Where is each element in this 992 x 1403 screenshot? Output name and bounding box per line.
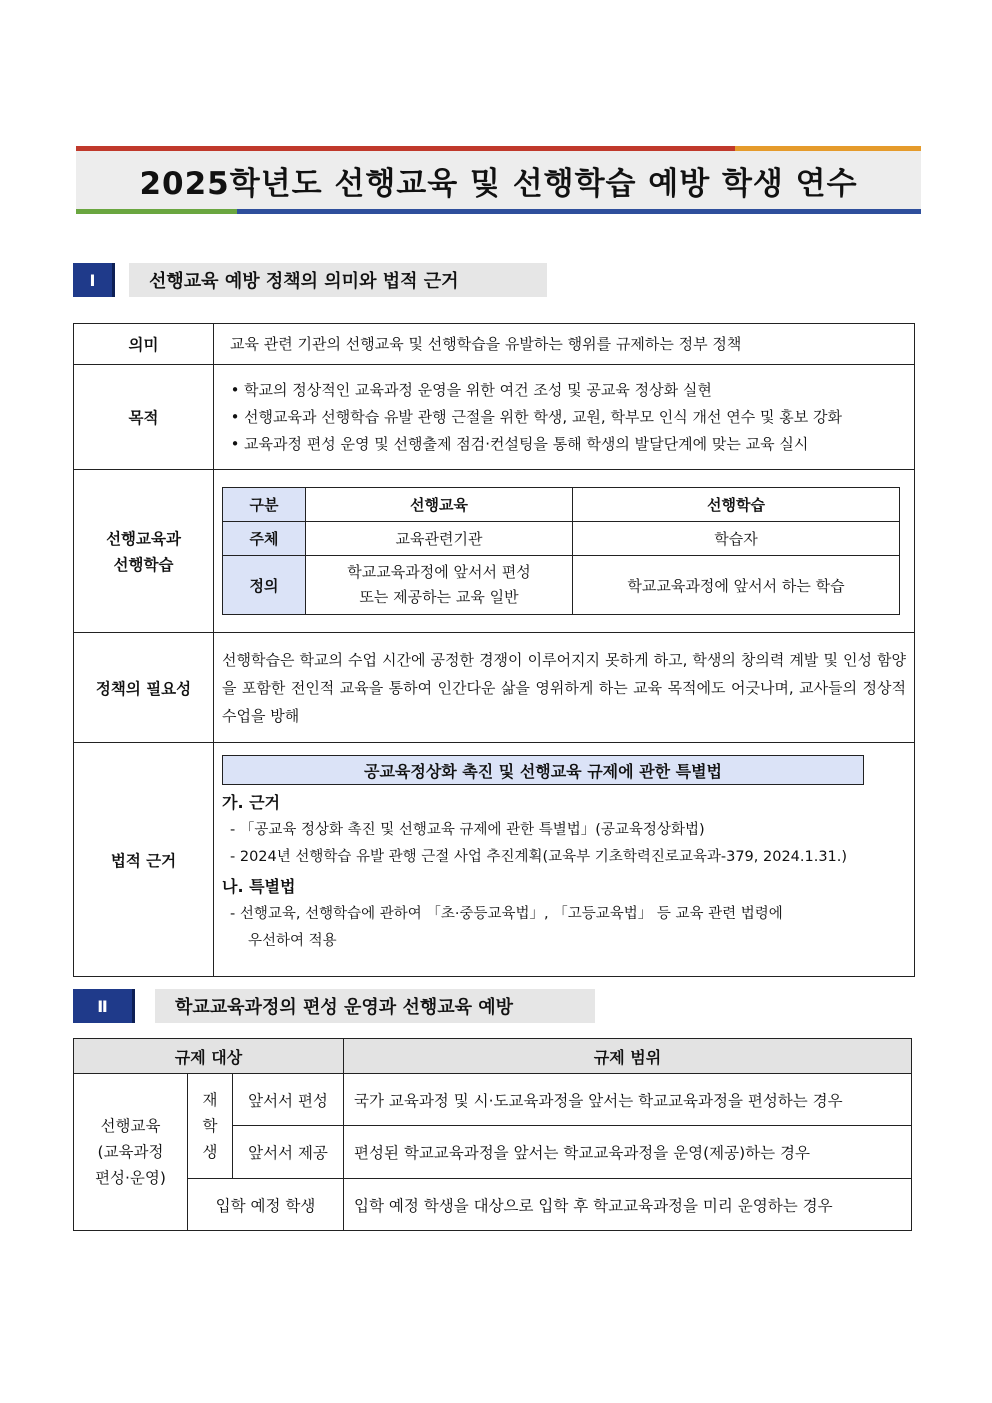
table-row-necessity [74, 633, 915, 743]
policy-table [73, 323, 915, 977]
necessity-text: 선행학습은 학교의 수업 시간에 공정한 경쟁이 이루어지지 못하게 하고, 학생의 창의력 계발 및 인성 함양을 포함한 전인적 교육을 통하여 인간다운 삶을 영위하게 하는 교육 목적에도 어긋나며, 교사들의 정상적 수업을 방해 [214, 633, 915, 743]
special-law-line: - 선행교육, 선행학습에 관하여 「초·중등교육법」, 「고등교육법」 등 교육 관련 법령에 [230, 906, 783, 922]
group-label: 선행교육 (교육과정 편성·운영) [74, 1074, 188, 1231]
special-law-line: 우선하여 적용 [248, 933, 337, 949]
section-2-number: Ⅱ [73, 989, 135, 1023]
special-law-heading: 나. 특별법 [222, 877, 296, 896]
compare-subject-row: 주체 교육관련기관 학습자 [223, 522, 900, 556]
legal-cell [214, 743, 915, 977]
header-scope: 규제 범위 [344, 1039, 912, 1074]
purpose-item: • 학교의 정상적인 교육과정 운영을 위한 여건 조성 및 공교육 정상화 실현 [226, 377, 906, 404]
meaning-text: 교육 관련 기관의 선행교육 및 선행학습을 유발하는 행위를 규제하는 정부 정책 [214, 324, 915, 365]
bullet: • [230, 380, 240, 399]
target-cell: 입학 예정 학생 [188, 1179, 344, 1231]
compare-header-row: 구분 선행교육 선행학습 [223, 488, 900, 522]
table-row-meaning [74, 324, 915, 365]
purpose-list [214, 365, 915, 470]
table-row-purpose [74, 365, 915, 470]
scope-cell: 국가 교육과정 및 시·도교육과정을 앞서는 학교교육과정을 편성하는 경우 [344, 1074, 912, 1126]
bullet: • [230, 434, 240, 453]
regulation-header-row [74, 1039, 912, 1074]
section-1-title: 선행교육 예방 정책의 의미와 법적 근거 [129, 263, 547, 297]
purpose-item: • 교육과정 편성 운영 및 선행출제 점검·컨설팅을 통해 학생의 발달단계에 맞는 교육 실시 [226, 431, 906, 458]
table-row [74, 1179, 912, 1231]
section-1-header [73, 263, 547, 297]
compare-label: 선행교육과 선행학습 [74, 470, 214, 633]
header-target: 규제 대상 [74, 1039, 344, 1074]
regulation-table [73, 1038, 912, 1231]
target-cell: 앞서서 제공 [233, 1126, 344, 1179]
section-2-header [73, 989, 595, 1023]
table-row-compare [74, 470, 915, 633]
title-banner [76, 146, 921, 216]
legal-basis-heading: 가. 근거 [222, 793, 281, 812]
compare-definition-row: 정의 학교교육과정에 앞서서 편성 또는 제공하는 교육 일반 학교교육과정에 앞서서 하는 학습 [223, 556, 900, 615]
page-title: 2025학년도 선행교육 및 선행학습 예방 학생 연수 [139, 165, 858, 202]
purpose-item: • 선행교육과 선행학습 유발 관행 근절을 위한 학생, 교원, 학부모 인식 개선 연수 및 홍보 강화 [226, 404, 906, 431]
necessity-label: 정책의 필요성 [74, 633, 214, 743]
law-title-box: 공교육정상화 촉진 및 선행교육 규제에 관한 특별법 [222, 755, 864, 785]
section-2-title: 학교교육과정의 편성 운영과 선행교육 예방 [155, 989, 595, 1023]
scope-cell: 편성된 학교교육과정을 앞서는 학교교육과정을 운영(제공)하는 경우 [344, 1126, 912, 1179]
compare-table [222, 487, 900, 615]
title-box [76, 151, 921, 209]
section-1-number: Ⅰ [73, 263, 115, 297]
table-row-legal [74, 743, 915, 977]
table-row [74, 1074, 912, 1126]
current-student-label: 재 학 생 [188, 1074, 233, 1179]
meaning-label: 의미 [74, 324, 214, 365]
purpose-label: 목적 [74, 365, 214, 470]
bullet: • [230, 407, 240, 426]
title-bottom-stripe [76, 209, 921, 214]
legal-basis-item: - 2024년 선행학습 유발 관행 근절 사업 추진계획(교육부 기초학력진로교육과-379, 2024.1.31.) [230, 849, 848, 865]
legal-basis-item: - 「공교육 정상화 촉진 및 선행교육 규제에 관한 특별법」(공교육정상화법) [230, 822, 705, 838]
target-cell: 앞서서 편성 [233, 1074, 344, 1126]
scope-cell: 입학 예정 학생을 대상으로 입학 후 학교교육과정을 미리 운영하는 경우 [344, 1179, 912, 1231]
compare-cell [214, 470, 915, 633]
legal-label: 법적 근거 [74, 743, 214, 977]
